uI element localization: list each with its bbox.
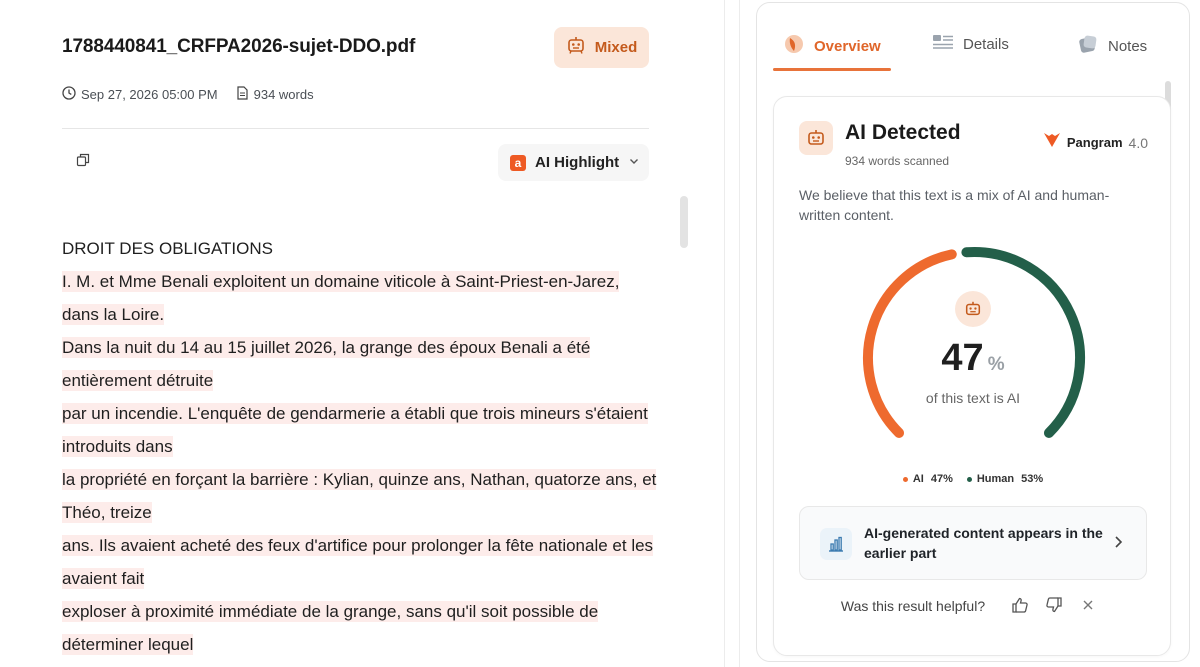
tab-notes-label: Notes xyxy=(1108,37,1148,55)
document-line xyxy=(62,364,662,397)
brand-version: 4.0 xyxy=(1128,134,1148,151)
legend-human-value: 53% xyxy=(1021,473,1044,485)
ai-percentage xyxy=(774,337,1172,380)
feedback-bar xyxy=(774,594,1172,618)
result-title: AI Detected xyxy=(845,121,961,144)
legend-human-label: Human xyxy=(976,473,1015,485)
document-line xyxy=(62,496,662,529)
document-meta xyxy=(62,86,332,103)
document-line xyxy=(62,628,662,661)
highlighted-text: par un incendie. L'enquête de gendarmerie a établi que trois mineurs s'étaient xyxy=(62,404,648,423)
document-line xyxy=(62,298,662,331)
ai-percentage-value: 47 xyxy=(941,337,984,379)
ai-highlight-label: AI Highlight xyxy=(535,154,620,171)
date-meta xyxy=(62,86,218,103)
highlighted-text: entièrement détruite xyxy=(62,371,214,390)
document-line xyxy=(62,463,662,496)
analysis-panel xyxy=(756,2,1190,662)
words-scanned: 934 words scanned xyxy=(845,154,950,168)
robot-icon xyxy=(566,35,586,60)
robot-icon xyxy=(955,291,991,327)
chevron-right-icon xyxy=(1112,535,1124,554)
copy-button[interactable] xyxy=(74,153,92,171)
insight-card[interactable] xyxy=(799,506,1147,580)
highlighted-text: avaient fait xyxy=(62,569,145,588)
word-count: 934 words xyxy=(253,87,314,102)
legend-human-dot xyxy=(967,477,972,482)
result-description: We believe that this text is a mix of AI and human-written content. xyxy=(799,187,1110,223)
tab-overview-label: Overview xyxy=(814,37,881,55)
wordcount-meta xyxy=(236,86,314,103)
copy-icon xyxy=(76,153,90,172)
document-text xyxy=(62,232,662,661)
document-line xyxy=(62,595,662,628)
chevron-down-icon xyxy=(628,154,640,172)
highlighted-text: la propriété en forçant la barrière : Kylian, quinze ans, Nathan, quatorze ans, et xyxy=(62,470,657,489)
legend-ai-value: 47% xyxy=(930,473,953,485)
highlighted-text: déterminer lequel xyxy=(62,635,194,654)
flame-icon xyxy=(783,33,805,59)
mixed-badge xyxy=(554,27,649,68)
document-line xyxy=(62,562,662,595)
document-date: Sep 27, 2026 05:00 PM xyxy=(81,87,218,102)
highlighted-text: dans la Loire. xyxy=(62,305,165,324)
document-line xyxy=(62,232,662,265)
ai-highlight-dropdown[interactable] xyxy=(498,144,649,181)
document-scrollbar[interactable] xyxy=(680,196,688,248)
highlighted-text: introduits dans xyxy=(62,437,173,456)
insight-text: AI-generated content appears in the earlier part xyxy=(864,525,1103,561)
percent-symbol: % xyxy=(987,354,1005,375)
document-line xyxy=(62,397,662,430)
highlighted-text: Dans la nuit du 14 au 15 juillet 2026, la grange des époux Benali a été xyxy=(62,338,591,357)
clock-icon xyxy=(62,86,76,103)
tab-bar xyxy=(757,3,1189,71)
detector-brand xyxy=(1043,131,1148,154)
notes-icon xyxy=(1077,33,1099,59)
legend-human xyxy=(967,473,1043,485)
document-line xyxy=(62,430,662,463)
pangram-logo-icon xyxy=(1043,131,1061,154)
feedback-question: Was this result helpful? xyxy=(840,598,986,614)
thumbs-up-icon xyxy=(1011,596,1029,617)
brand-name: Pangram xyxy=(1066,135,1123,150)
close-icon xyxy=(1082,598,1094,614)
list-icon xyxy=(932,33,954,55)
result-card xyxy=(773,96,1171,656)
gauge-legend xyxy=(774,473,1172,485)
legend-ai-dot xyxy=(903,477,908,482)
ai-highlight-icon: a xyxy=(510,155,526,171)
thumbs-up-button[interactable] xyxy=(1003,594,1037,618)
bar-chart-icon xyxy=(820,528,852,560)
document-line xyxy=(62,529,662,562)
ai-percentage-caption: of this text is AI xyxy=(925,390,1021,406)
legend-ai xyxy=(903,473,953,485)
highlighted-text: ans. Ils avaient acheté des feux d'artifice pour prolonger la fête nationale et les xyxy=(62,536,654,555)
thumbs-down-icon xyxy=(1045,596,1063,617)
robot-icon xyxy=(799,121,833,155)
tab-notes[interactable] xyxy=(1077,33,1147,59)
tab-details-label: Details xyxy=(963,35,1009,53)
document-line xyxy=(62,331,662,364)
header-divider xyxy=(62,128,649,129)
legend-ai-label: AI xyxy=(912,473,924,485)
tab-overview[interactable] xyxy=(783,33,881,59)
document-filename: 1788440841_CRFPA2026-sujet-DDO.pdf xyxy=(62,36,416,57)
tab-details[interactable] xyxy=(932,33,1009,55)
highlighted-text: Théo, treize xyxy=(62,503,152,522)
dismiss-button[interactable] xyxy=(1071,594,1105,618)
document-icon xyxy=(236,86,249,103)
mixed-badge-label: Mixed xyxy=(594,39,638,56)
thumbs-down-button[interactable] xyxy=(1037,594,1071,618)
document-line xyxy=(62,265,662,298)
highlighted-text: I. M. et Mme Benali exploitent un domaine viticole à Saint-Priest-en-Jarez, xyxy=(62,272,620,291)
panel-divider-inner xyxy=(739,0,740,667)
document-line-text: DROIT DES OBLIGATIONS xyxy=(62,239,273,258)
active-tab-indicator xyxy=(773,68,891,71)
highlighted-text: exploser à proximité immédiate de la grange, sans qu'il soit possible de xyxy=(62,602,599,621)
panel-divider xyxy=(724,0,725,667)
